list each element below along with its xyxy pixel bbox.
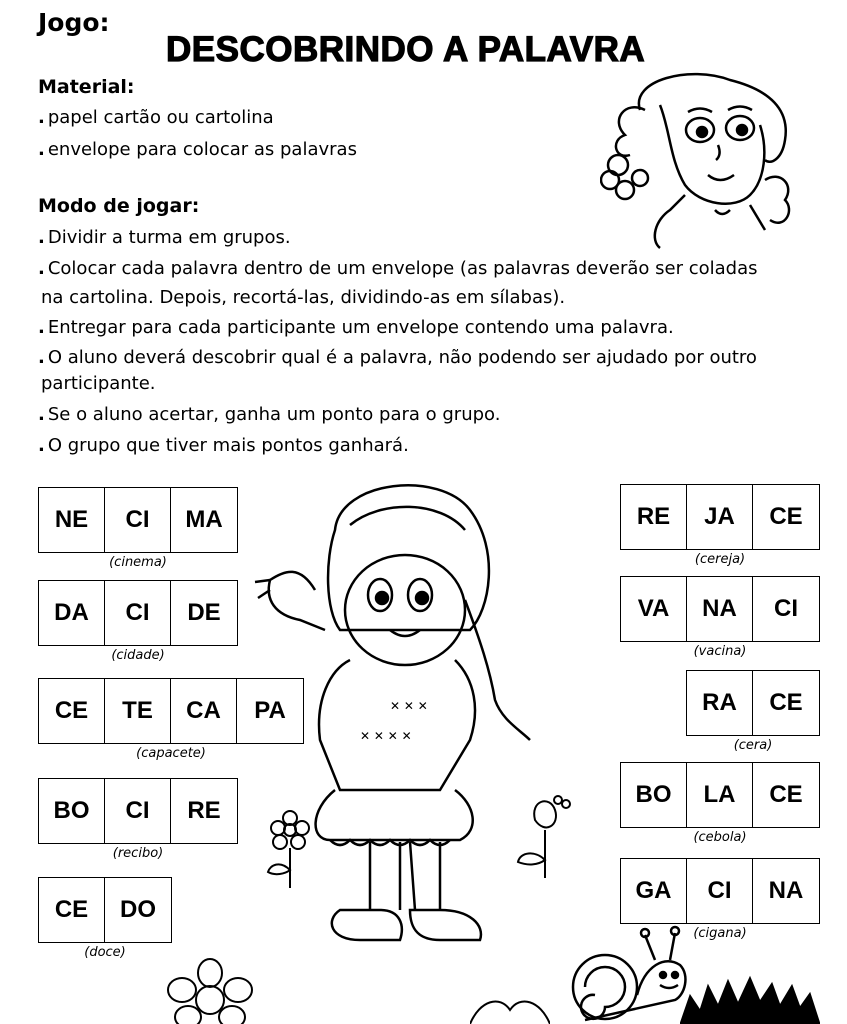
word-card-right-4[interactable]	[620, 762, 820, 845]
syllable-tile[interactable]: CE	[39, 878, 105, 942]
syllable-row	[38, 778, 238, 844]
syllable-tile[interactable]: DO	[120, 896, 156, 923]
syllable-row	[620, 858, 820, 924]
word-card-left-1[interactable]	[38, 487, 238, 570]
syllable-tile[interactable]: CI	[105, 581, 171, 645]
page-title: DESCOBRINDO A PALAVRA	[166, 30, 646, 69]
syllable-tile[interactable]: LA	[687, 763, 753, 827]
girl-thinking-icon	[600, 70, 805, 255]
game-label: Jogo:	[38, 8, 110, 37]
syllable-tile[interactable]: CE	[769, 781, 803, 808]
syllable-tile[interactable]: PA	[254, 697, 286, 724]
material-item: . envelope para colocar as palavras	[38, 139, 357, 160]
syllable-tile[interactable]: RE	[621, 485, 687, 549]
bush-icon	[470, 990, 550, 1024]
syllable-tile[interactable]: NA	[687, 577, 753, 641]
syllable-tile[interactable]: CE	[769, 503, 803, 530]
rule-line: . Colocar cada palavra dentro de um envelope (as palavras deverão ser coladas	[38, 258, 758, 279]
svg-text:✕ ✕ ✕: ✕ ✕ ✕	[390, 699, 428, 713]
rule-line: . Dividir a turma em grupos.	[38, 227, 291, 248]
word-card-left-3[interactable]	[38, 678, 304, 761]
rule-line: . Se o aluno acertar, ganha um ponto para o grupo.	[38, 404, 501, 425]
rule-line: . O grupo que tiver mais pontos ganhará.	[38, 435, 409, 456]
word-answer: (cereja)	[694, 552, 746, 567]
rule-line: na cartolina. Depois, recortá-las, dividindo-as em sílabas).	[41, 287, 566, 308]
syllable-row	[38, 877, 172, 943]
material-item: . papel cartão ou cartolina	[38, 107, 274, 128]
modo-heading: Modo de jogar:	[38, 195, 200, 217]
word-card-left-5[interactable]	[38, 877, 172, 960]
word-answer: (capacete)	[136, 746, 206, 761]
syllable-row	[686, 670, 820, 736]
syllable-row	[38, 487, 238, 553]
syllable-row	[38, 678, 304, 744]
word-card-right-1[interactable]	[620, 484, 820, 567]
word-answer: (cebola)	[693, 830, 747, 845]
word-answer: (doce)	[84, 945, 126, 960]
word-card-right-2[interactable]	[620, 576, 820, 659]
syllable-tile[interactable]: BO	[39, 779, 105, 843]
word-answer: (recibo)	[112, 846, 164, 861]
material-heading: Material:	[38, 76, 135, 98]
word-answer: (cinema)	[109, 555, 167, 570]
word-card-left-4[interactable]	[38, 778, 238, 861]
syllable-tile[interactable]: DA	[39, 581, 105, 645]
flower-icon	[260, 810, 320, 890]
syllable-row	[38, 580, 238, 646]
syllable-row	[620, 762, 820, 828]
syllable-tile[interactable]: DE	[187, 599, 221, 626]
rule-line: participante.	[41, 373, 156, 394]
syllable-tile[interactable]: MA	[185, 506, 223, 533]
rule-line: . O aluno deverá descobrir qual é a palavra, não podendo ser ajudado por outro	[38, 347, 757, 368]
syllable-tile[interactable]: BO	[621, 763, 687, 827]
tulip-icon	[510, 790, 580, 880]
word-answer: (cera)	[733, 738, 773, 753]
word-answer: (vacina)	[693, 644, 747, 659]
syllable-tile[interactable]: CI	[105, 488, 171, 552]
word-card-left-2[interactable]	[38, 580, 238, 663]
syllable-tile[interactable]: CI	[687, 859, 753, 923]
rule-line: . Entregar para cada participante um envelope contendo uma palavra.	[38, 317, 674, 338]
word-answer: (cidade)	[111, 648, 165, 663]
word-card-right-3[interactable]	[686, 670, 820, 753]
syllable-tile[interactable]: CE	[769, 689, 803, 716]
svg-text:✕ ✕ ✕ ✕: ✕ ✕ ✕ ✕	[360, 729, 412, 743]
syllable-tile[interactable]: VA	[621, 577, 687, 641]
syllable-tile[interactable]: GA	[621, 859, 687, 923]
syllable-tile[interactable]: CE	[39, 679, 105, 743]
syllable-row	[620, 484, 820, 550]
bush-icon	[680, 955, 820, 1024]
word-answer: (cigana)	[693, 926, 747, 941]
syllable-tile[interactable]: NA	[768, 877, 804, 904]
flower-icon	[150, 955, 270, 1024]
syllable-tile[interactable]: TE	[105, 679, 171, 743]
syllable-tile[interactable]: CI	[105, 779, 171, 843]
syllable-tile[interactable]: RE	[187, 797, 221, 824]
syllable-tile[interactable]: CA	[171, 679, 237, 743]
syllable-row	[620, 576, 820, 642]
syllable-tile[interactable]: RA	[687, 671, 753, 735]
syllable-tile[interactable]: CI	[774, 595, 798, 622]
syllable-tile[interactable]: JA	[687, 485, 753, 549]
syllable-tile[interactable]: NE	[39, 488, 105, 552]
word-card-right-5[interactable]	[620, 858, 820, 941]
